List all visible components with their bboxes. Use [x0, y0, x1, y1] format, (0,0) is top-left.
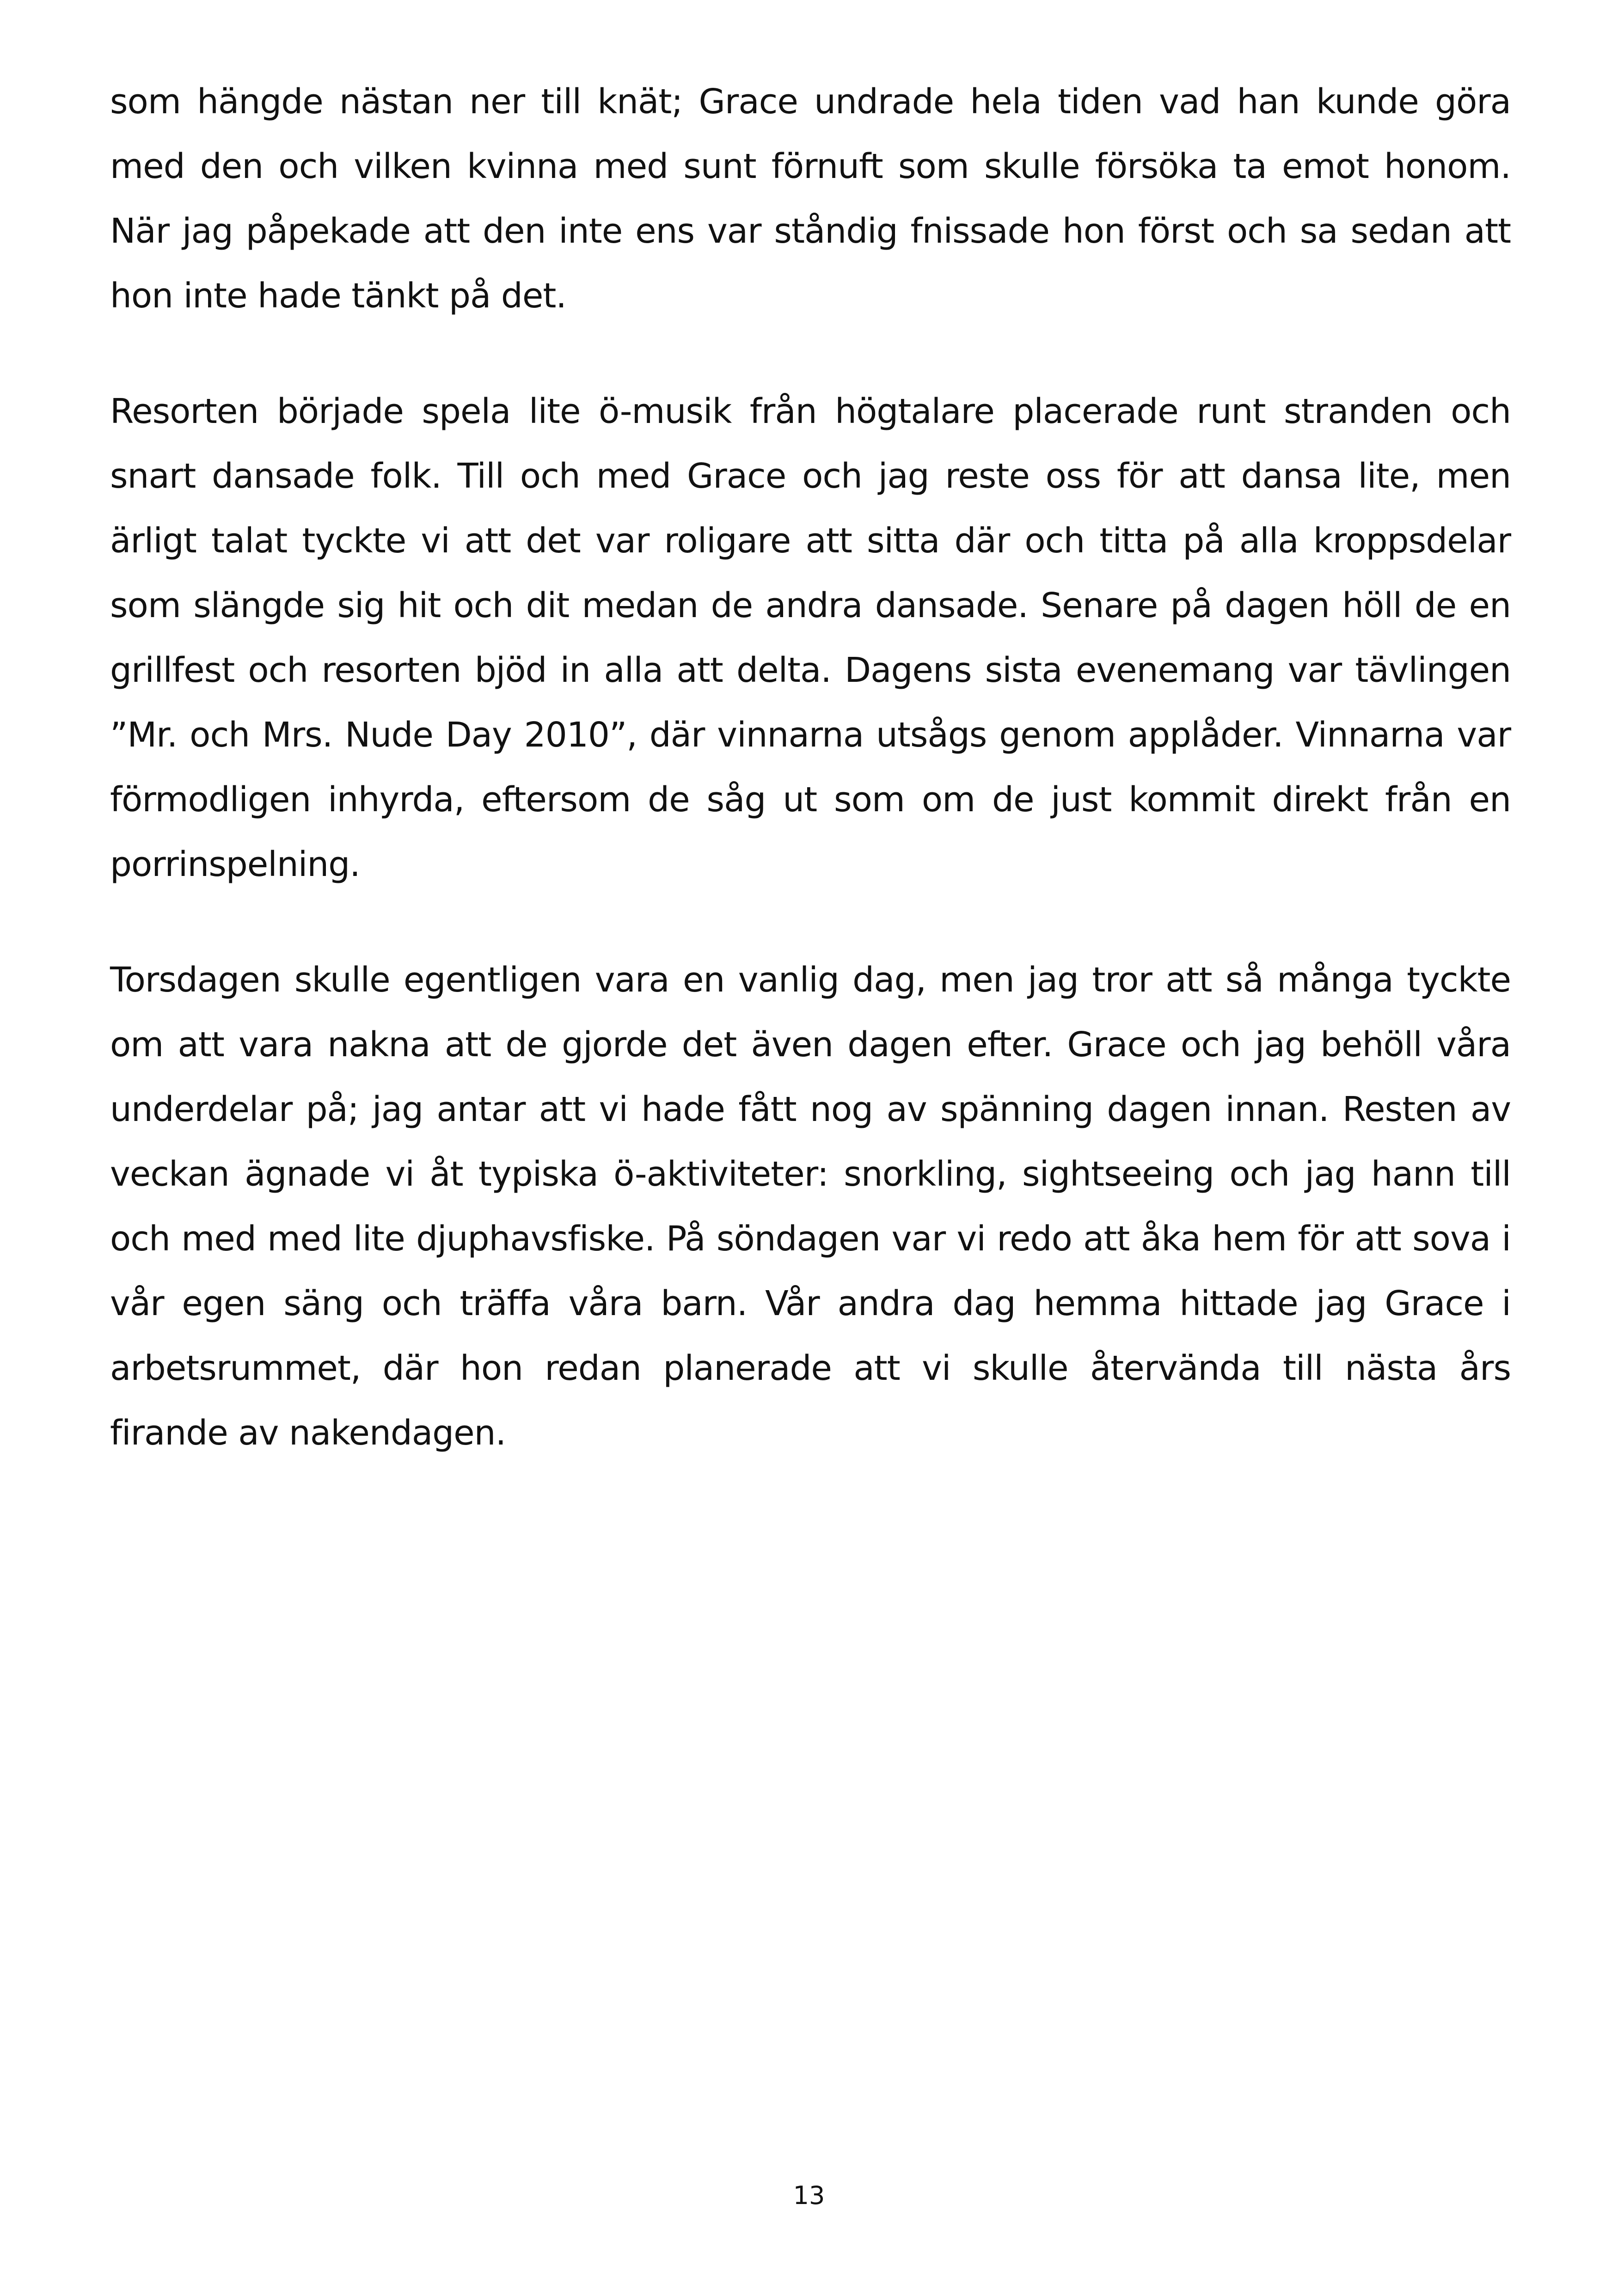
page-number: 13 — [793, 2181, 825, 2210]
paragraph-3: Torsdagen skulle egentligen vara en vanlig dag, men jag tror att så många tyckte om att vara nakna att de gjorde det även dagen efter. Grace och jag behöll våra underdelar på; jag antar att vi hade fått nog av spänning dagen innan. Resten av veckan ägnade vi åt typiska ö-aktiviteter: snorkling, sightseeing och jag hann till och med med lite djuphavsfiske. På söndagen var vi redo att åka hem för att sova i vår egen säng och träffa våra barn. Vår andra dag hemma hittade jag Grace i arbetsrummet, där hon redan planerade att vi skulle återvända till nästa års firande av nakendagen. — [110, 960, 1511, 1453]
paragraph-2: Resorten började spela lite ö-musik från högtalare placerade runt stranden och snart dansade folk. Till och med Grace och jag reste oss för att dansa lite, men ärligt talat tyckte vi att det var roligare att sitta där och titta på alla kroppsdelar som slängde sig hit och dit medan de andra dansade. Senare på dagen höll de en grillfest och resorten bjöd in alla att delta. Dagens sista evenemang var tävlingen ”Mr. och Mrs. Nude Day 2010”, där vinnarna utsågs genom applåder. Vinnarna var förmodligen inhyrda, eftersom de såg ut som om de just kommit direkt från en porrinspelning. — [110, 392, 1511, 884]
paragraph-1: som hängde nästan ner till knät; Grace undrade hela tiden vad han kunde göra med den och vilken kvinna med sunt förnuft som skulle försöka ta emot honom. När jag påpekade att den inte ens var ståndig fnissade hon först och sa sedan att hon inte hade tänkt på det. — [110, 82, 1511, 316]
body-text — [110, 69, 1511, 1516]
